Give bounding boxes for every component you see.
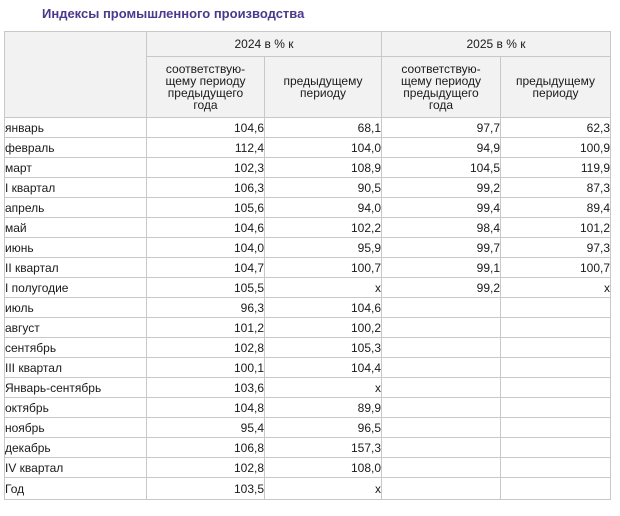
table-row bbox=[5, 238, 611, 258]
cell-2025-corresponding: 94,9 bbox=[382, 138, 501, 158]
table-header bbox=[5, 32, 611, 118]
row-label: март bbox=[5, 158, 147, 178]
cell-2024-corresponding: 106,8 bbox=[147, 438, 265, 458]
cell-2024-previous: 104,4 bbox=[265, 358, 382, 378]
table-row bbox=[5, 438, 611, 458]
table-row bbox=[5, 138, 611, 158]
header-year-2025: 2025 в % к bbox=[382, 32, 611, 57]
cell-2024-previous: 100,7 bbox=[265, 258, 382, 278]
cell-2025-corresponding bbox=[382, 418, 501, 438]
header-corner-cell bbox=[5, 32, 147, 118]
table-row bbox=[5, 218, 611, 238]
cell-2025-corresponding bbox=[382, 358, 501, 378]
cell-2025-corresponding: 99,1 bbox=[382, 258, 501, 278]
cell-2025-previous: 119,9 bbox=[501, 158, 611, 178]
cell-2025-previous: 100,7 bbox=[501, 258, 611, 278]
cell-2025-corresponding bbox=[382, 478, 501, 500]
row-label: II квартал bbox=[5, 258, 147, 278]
cell-2025-previous bbox=[501, 338, 611, 358]
table-row bbox=[5, 198, 611, 218]
row-label: Январь-сентябрь bbox=[5, 378, 147, 398]
cell-2024-corresponding: 104,8 bbox=[147, 398, 265, 418]
row-label: IV квартал bbox=[5, 458, 147, 478]
cell-2024-corresponding: 104,0 bbox=[147, 238, 265, 258]
cell-2024-previous: 104,0 bbox=[265, 138, 382, 158]
cell-2024-corresponding: 104,7 bbox=[147, 258, 265, 278]
table-body bbox=[5, 118, 611, 500]
table-row bbox=[5, 378, 611, 398]
cell-2025-corresponding: 99,7 bbox=[382, 238, 501, 258]
row-label: сентябрь bbox=[5, 338, 147, 358]
cell-2024-corresponding: 105,5 bbox=[147, 278, 265, 298]
cell-2025-corresponding: 99,2 bbox=[382, 178, 501, 198]
cell-2024-corresponding: 95,4 bbox=[147, 418, 265, 438]
header-2025-previous-period: предыдущему периоду bbox=[501, 57, 611, 118]
cell-2025-corresponding bbox=[382, 398, 501, 418]
cell-2025-previous: 89,4 bbox=[501, 198, 611, 218]
cell-2025-previous bbox=[501, 478, 611, 500]
table-row bbox=[5, 478, 611, 500]
row-label: III квартал bbox=[5, 358, 147, 378]
cell-2024-corresponding: 104,6 bbox=[147, 118, 265, 138]
row-label: август bbox=[5, 318, 147, 338]
cell-2025-corresponding bbox=[382, 378, 501, 398]
cell-2024-corresponding: 96,3 bbox=[147, 298, 265, 318]
row-label: июнь bbox=[5, 238, 147, 258]
cell-2025-corresponding: 99,4 bbox=[382, 198, 501, 218]
table-row bbox=[5, 298, 611, 318]
row-label: I квартал bbox=[5, 178, 147, 198]
cell-2025-corresponding bbox=[382, 318, 501, 338]
cell-2024-corresponding: 102,3 bbox=[147, 158, 265, 178]
cell-2025-previous: 101,2 bbox=[501, 218, 611, 238]
cell-2024-previous: 100,2 bbox=[265, 318, 382, 338]
cell-2024-corresponding: 103,6 bbox=[147, 378, 265, 398]
row-label: февраль bbox=[5, 138, 147, 158]
cell-2024-corresponding: 103,5 bbox=[147, 478, 265, 500]
cell-2024-previous: 90,5 bbox=[265, 178, 382, 198]
table-row bbox=[5, 358, 611, 378]
header-year-2024: 2024 в % к bbox=[147, 32, 382, 57]
table-row bbox=[5, 338, 611, 358]
table-row bbox=[5, 178, 611, 198]
table-row bbox=[5, 398, 611, 418]
cell-2024-previous: 94,0 bbox=[265, 198, 382, 218]
cell-2024-previous: 89,9 bbox=[265, 398, 382, 418]
cell-2024-previous: 96,5 bbox=[265, 418, 382, 438]
cell-2025-previous: x bbox=[501, 278, 611, 298]
row-label: декабрь bbox=[5, 438, 147, 458]
cell-2025-corresponding: 99,2 bbox=[382, 278, 501, 298]
page-title: Индексы промышленного производства bbox=[42, 6, 305, 21]
cell-2024-previous: 104,6 bbox=[265, 298, 382, 318]
cell-2025-corresponding bbox=[382, 458, 501, 478]
header-2024-previous-period: предыдущему периоду bbox=[265, 57, 382, 118]
cell-2025-corresponding bbox=[382, 438, 501, 458]
cell-2024-corresponding: 112,4 bbox=[147, 138, 265, 158]
row-label: май bbox=[5, 218, 147, 238]
cell-2025-corresponding: 98,4 bbox=[382, 218, 501, 238]
cell-2024-corresponding: 106,3 bbox=[147, 178, 265, 198]
cell-2025-previous bbox=[501, 418, 611, 438]
row-label: октябрь bbox=[5, 398, 147, 418]
cell-2024-previous: x bbox=[265, 378, 382, 398]
cell-2024-previous: 108,9 bbox=[265, 158, 382, 178]
cell-2025-previous bbox=[501, 458, 611, 478]
table-row bbox=[5, 278, 611, 298]
header-row-years bbox=[5, 32, 611, 57]
cell-2025-corresponding bbox=[382, 338, 501, 358]
cell-2024-previous: 157,3 bbox=[265, 438, 382, 458]
industrial-production-table bbox=[4, 31, 611, 500]
table-row bbox=[5, 258, 611, 278]
row-label: ноябрь bbox=[5, 418, 147, 438]
cell-2025-previous bbox=[501, 378, 611, 398]
cell-2025-corresponding: 97,7 bbox=[382, 118, 501, 138]
cell-2024-previous: 102,2 bbox=[265, 218, 382, 238]
cell-2024-previous: 68,1 bbox=[265, 118, 382, 138]
cell-2025-previous: 62,3 bbox=[501, 118, 611, 138]
table-row bbox=[5, 418, 611, 438]
cell-2025-corresponding: 104,5 bbox=[382, 158, 501, 178]
cell-2025-previous bbox=[501, 298, 611, 318]
cell-2024-previous: 95,9 bbox=[265, 238, 382, 258]
cell-2024-corresponding: 101,2 bbox=[147, 318, 265, 338]
cell-2025-corresponding bbox=[382, 298, 501, 318]
row-label: апрель bbox=[5, 198, 147, 218]
row-label: январь bbox=[5, 118, 147, 138]
cell-2025-previous bbox=[501, 358, 611, 378]
cell-2024-previous: x bbox=[265, 278, 382, 298]
cell-2025-previous bbox=[501, 318, 611, 338]
row-label: Год bbox=[5, 478, 147, 500]
cell-2025-previous: 97,3 bbox=[501, 238, 611, 258]
table-row bbox=[5, 118, 611, 138]
cell-2024-corresponding: 102,8 bbox=[147, 338, 265, 358]
cell-2024-corresponding: 104,6 bbox=[147, 218, 265, 238]
cell-2024-previous: 105,3 bbox=[265, 338, 382, 358]
row-label: I полугодие bbox=[5, 278, 147, 298]
table-row bbox=[5, 458, 611, 478]
header-2025-corresponding-period: соответствую-щему периоду предыдущего года bbox=[382, 57, 501, 118]
cell-2024-corresponding: 102,8 bbox=[147, 458, 265, 478]
cell-2025-previous: 87,3 bbox=[501, 178, 611, 198]
cell-2025-previous: 100,9 bbox=[501, 138, 611, 158]
row-label: июль bbox=[5, 298, 147, 318]
cell-2024-previous: 108,0 bbox=[265, 458, 382, 478]
header-2024-corresponding-period: соответствую-щему периоду предыдущего года bbox=[147, 57, 265, 118]
table-row bbox=[5, 158, 611, 178]
cell-2024-corresponding: 100,1 bbox=[147, 358, 265, 378]
cell-2024-previous: x bbox=[265, 478, 382, 500]
cell-2024-corresponding: 105,6 bbox=[147, 198, 265, 218]
cell-2025-previous bbox=[501, 398, 611, 418]
cell-2025-previous bbox=[501, 438, 611, 458]
table-row bbox=[5, 318, 611, 338]
